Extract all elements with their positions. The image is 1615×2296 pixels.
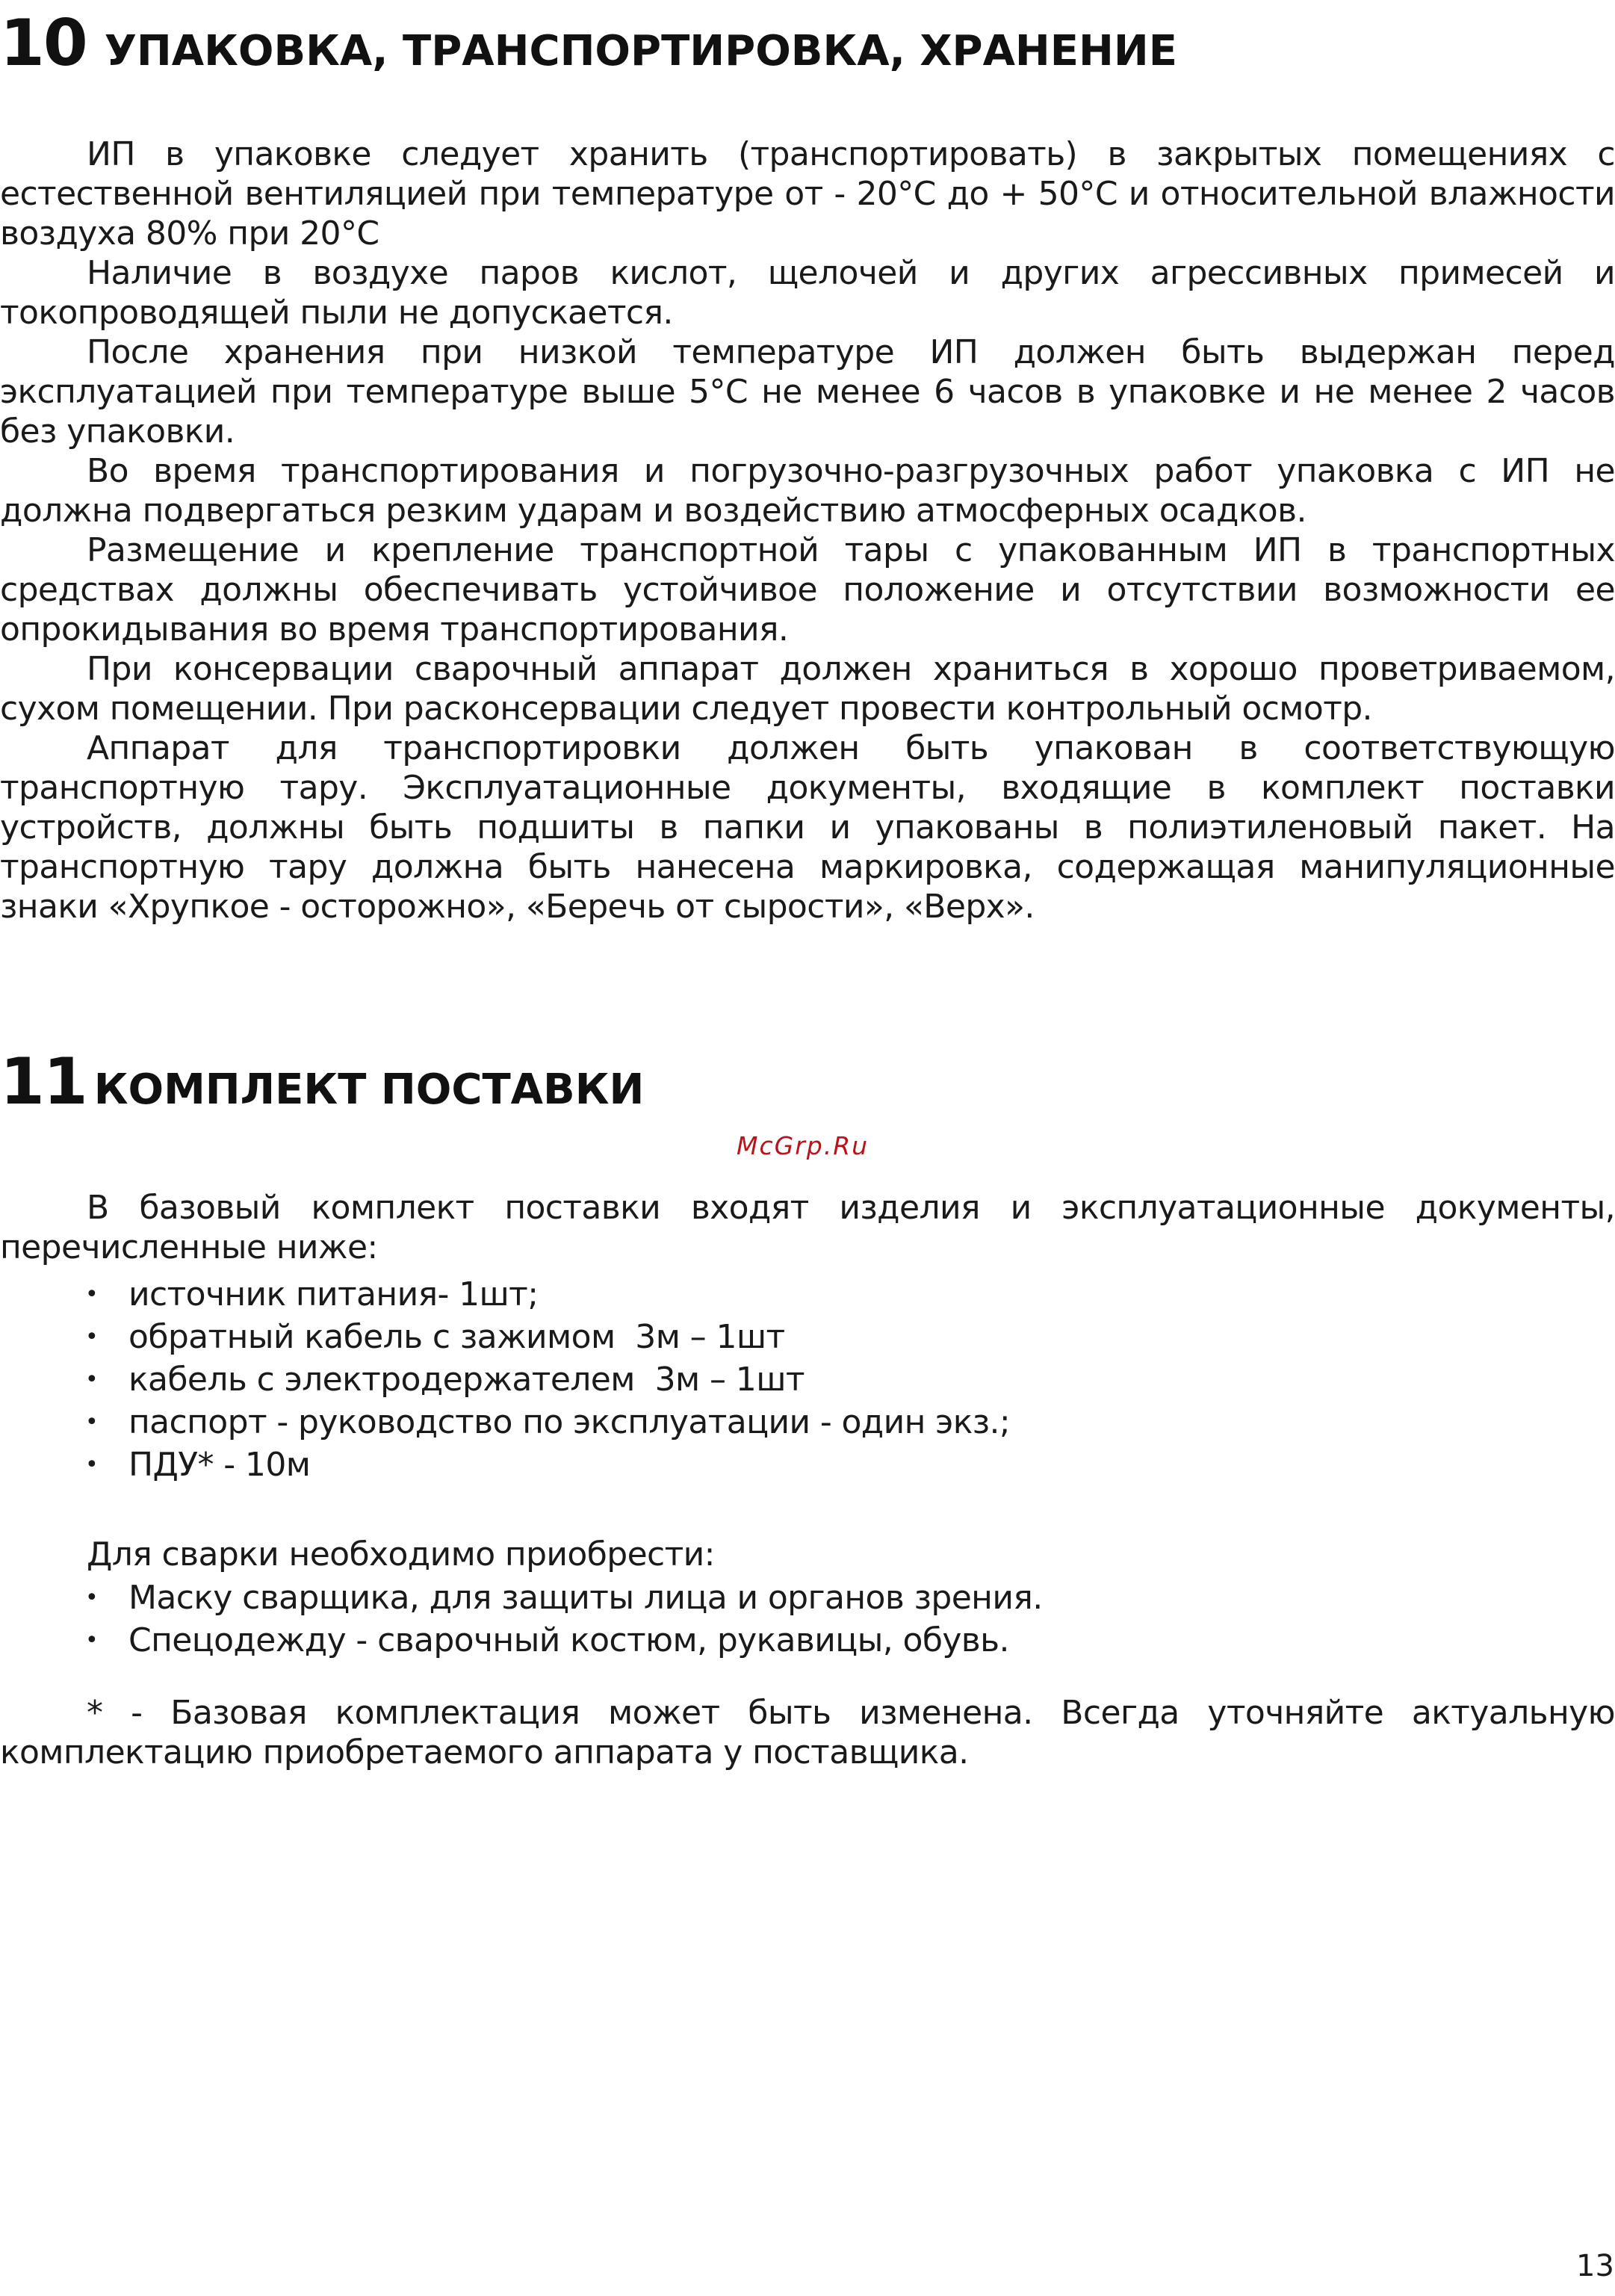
paragraph-storage-conditions: ИП в упаковке следует хранить (транспортировать) в закрытых помещениях с естественной вентиляцией при температуре от - 20°С до + 50°С и относительной влажности воздуха 80% при 20°С <box>0 135 1615 253</box>
section-11-heading <box>0 1045 644 1119</box>
list-item-text: Спецодежду - сварочный костюм, рукавицы, обувь. <box>128 1621 1009 1659</box>
section-10-title: УПАКОВКА, ТРАНСПОРТИРОВКА, ХРАНЕНИЕ <box>104 27 1178 75</box>
list-item-text: источник питания- 1шт; <box>128 1275 539 1313</box>
list-item-text: Маску сварщика, для защиты лица и органов зрения. <box>128 1579 1043 1617</box>
bullet-icon: • <box>85 1324 99 1350</box>
list-item <box>0 1443 1010 1486</box>
list-item <box>0 1316 1010 1358</box>
paragraph-note: * - Базовая комплектация может быть изменена. Всегда уточняйте актуальную комплектацию приобретаемого аппарата у поставщика. <box>0 1694 1615 1771</box>
section-11-number: 11 <box>0 1045 87 1119</box>
section-10-body <box>0 134 1615 926</box>
kit-list <box>0 1273 1010 1486</box>
list-item <box>0 1401 1010 1443</box>
list-item <box>0 1273 1010 1316</box>
paragraph-after-storage: После хранения при низкой температуре ИП должен быть выдержан перед эксплуатацией при температуре выше 5°С не менее 6 часов в упаковке и не менее 2 часов без упаковки. <box>0 333 1615 451</box>
watermark: McGrp.Ru <box>737 1131 870 1160</box>
bullet-icon: • <box>85 1452 99 1478</box>
section-11-title: КОМПЛЕКТ ПОСТАВКИ <box>93 1065 645 1114</box>
paragraph-conservation: При консервации сварочный аппарат должен храниться в хорошо проветриваемом, сухом помещении. При расконсервации следует провести контрольный осмотр. <box>0 650 1615 728</box>
section-11-intro <box>0 1188 1615 1267</box>
purchase-title: Для сварки необходимо приобрести: <box>87 1535 715 1574</box>
paragraph-packing: Аппарат для транспортировки должен быть упакован в соответствующую транспортную тару. Эксплуатационные документы, входящие в комплект поставки устройств, должны быть подшиты в папки и упакованы в полиэтиленовый пакет. На транспортную тару должна быть нанесена маркировка, содержащая манипуляционные знаки «Хрупкое - осторожно», «Беречь от сырости», «Верх». <box>0 729 1615 926</box>
page-number: 13 <box>1576 2249 1614 2283</box>
list-item-text: ПДУ* - 10м <box>128 1446 311 1484</box>
bullet-icon: • <box>85 1367 99 1393</box>
list-item <box>0 1576 1043 1619</box>
section-10-heading <box>0 6 1177 81</box>
bullet-icon: • <box>85 1585 99 1611</box>
section-10-number: 10 <box>0 6 87 81</box>
bullet-icon: • <box>85 1627 99 1653</box>
list-item-text: кабель с электродержателем 3м – 1шт <box>128 1361 805 1399</box>
paragraph-air-impurities: Наличие в воздухе паров кислот, щелочей и других агрессивных примесей и токопроводящей пыли не допускается. <box>0 254 1615 332</box>
purchase-list <box>0 1576 1043 1662</box>
paragraph-transport: Во время транспортирования и погрузочно-разгрузочных работ упаковка с ИП не должна подвергаться резким ударам и воздействию атмосферных осадков. <box>0 452 1615 530</box>
paragraph-kit-intro: В базовый комплект поставки входят изделия и эксплуатационные документы, перечисленные ниже: <box>0 1189 1615 1266</box>
list-item-text: паспорт - руководство по эксплуатации - один экз.; <box>128 1403 1011 1441</box>
bullet-icon: • <box>85 1409 99 1435</box>
section-11-note <box>0 1693 1615 1772</box>
list-item-text: обратный кабель с зажимом 3м – 1шт <box>128 1318 785 1356</box>
list-item <box>0 1619 1043 1662</box>
bullet-icon: • <box>85 1281 99 1308</box>
paragraph-placement: Размещение и крепление транспортной тары с упакованным ИП в транспортных средствах должны обеспечивать устойчивое положение и отсутствии возможности ее опрокидывания во время транспортирования. <box>0 531 1615 649</box>
list-item <box>0 1358 1010 1401</box>
